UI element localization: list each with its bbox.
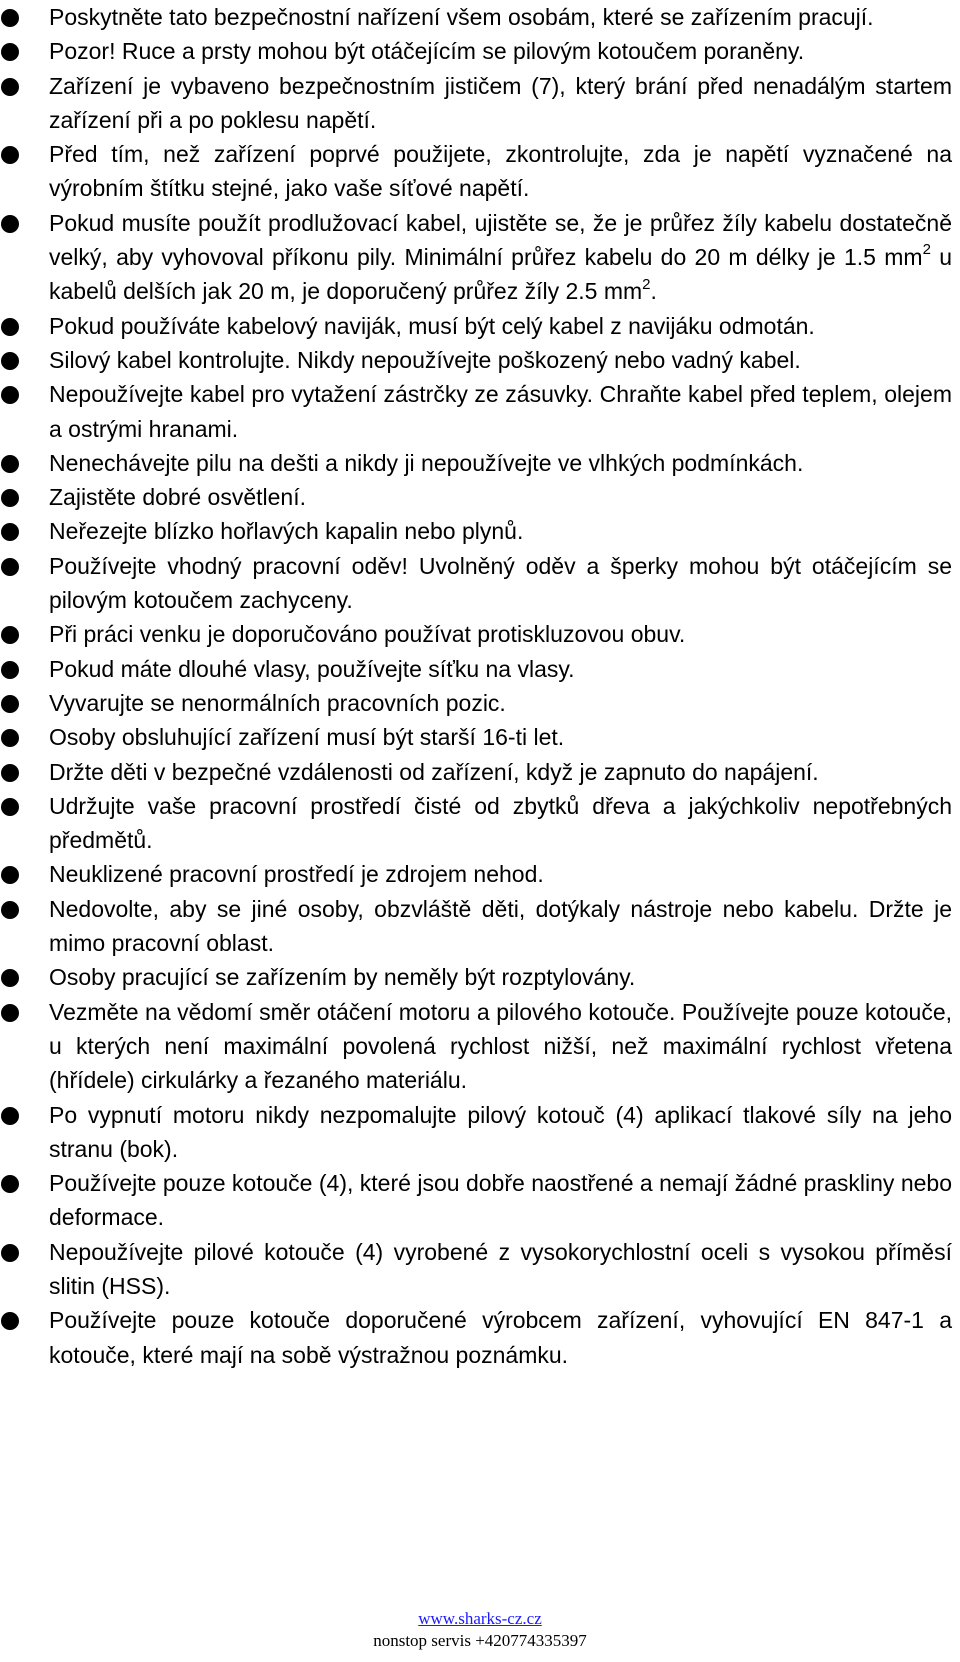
list-item-text: Nenechávejte pilu na dešti a nikdy ji nepoužívejte ve vlhkých podmínkách. — [49, 449, 804, 476]
list-item-text: Držte děti v bezpečné vzdálenosti od zařízení, když je zapnuto do napájení. — [49, 758, 819, 785]
list-item-text: Nepoužívejte pilové kotouče (4) vyrobené z vysokorychlostní oceli s vysokou příměsí slitin (HSS). — [49, 1238, 952, 1299]
bullet-icon — [1, 352, 19, 370]
website-link[interactable]: www.sharks-cz.cz — [418, 1609, 542, 1628]
bullet-icon — [1, 386, 19, 404]
bullet-icon — [1, 558, 19, 576]
list-item — [0, 343, 960, 377]
list-item-text — [49, 210, 952, 305]
list-item — [0, 480, 960, 514]
list-item-text: Silový kabel kontrolujte. Nikdy nepoužívejte poškozený nebo vadný kabel. — [49, 346, 801, 373]
list-item-text: Osoby obsluhující zařízení musí být starší 16-ti let. — [49, 724, 565, 751]
list-item-text: Před tím, než zařízení poprvé použijete, zkontrolujte, zda je napětí vyznačené na výrobním štítku stejné, jako vaše síťové napětí. — [49, 141, 952, 202]
list-item-text: Pokud máte dlouhé vlasy, používejte síťku na vlasy. — [49, 655, 575, 682]
list-item-text: Osoby pracující se zařízením by neměly být rozptylovány. — [49, 964, 636, 991]
bullet-icon — [1, 215, 19, 233]
bullet-icon — [1, 798, 19, 816]
list-item — [0, 857, 960, 891]
bullet-icon — [1, 455, 19, 473]
bullet-icon — [1, 523, 19, 541]
list-item — [0, 549, 960, 618]
list-item — [0, 995, 960, 1098]
list-item — [0, 34, 960, 68]
bullet-icon — [1, 1244, 19, 1262]
list-item — [0, 892, 960, 961]
bullet-icon — [1, 969, 19, 987]
bullet-icon — [1, 866, 19, 884]
list-item — [0, 206, 960, 309]
list-item — [0, 960, 960, 994]
service-phone: nonstop servis +420774335397 — [373, 1631, 587, 1650]
list-item — [0, 1098, 960, 1167]
list-item — [0, 69, 960, 138]
bullet-icon — [1, 9, 19, 27]
bullet-icon — [1, 764, 19, 782]
list-item-text: Při práci venku je doporučováno používat protiskluzovou obuv. — [49, 621, 686, 648]
list-item-text: Nedovolte, aby se jiné osoby, obzvláště děti, dotýkaly nástroje nebo kabelu. Držte je mimo pracovní oblast. — [49, 895, 952, 957]
bullet-icon — [1, 1175, 19, 1193]
bullet-icon — [1, 78, 19, 96]
bullet-icon — [1, 489, 19, 507]
list-item — [0, 686, 960, 720]
list-item-text: Zajistěte dobré osvětlení. — [49, 484, 306, 511]
bullet-icon — [1, 661, 19, 679]
list-item-text: Zařízení je vybaveno bezpečnostním jističem (7), který brání před nenadálým startem zařízení při a po poklesu napětí. — [49, 72, 952, 133]
bullet-icon — [1, 729, 19, 747]
list-item — [0, 720, 960, 754]
list-item-text: Udržujte vaše pracovní prostředí čisté od zbytků dřeva a jakýchkoliv nepotřebných předmětů. — [49, 792, 952, 854]
list-item-text: Vezměte na vědomí směr otáčení motoru a pilového kotouče. Používejte pouze kotouče, u kterých není maximální povolená rychlost nižší, než maximální rychlost vřetena (hřídele) cirkulárky a řezaného materiálu. — [49, 998, 952, 1094]
list-item-text: Používejte pouze kotouče (4), které jsou dobře naostřené a nemají žádné praskliny nebo deformace. — [49, 1170, 952, 1231]
list-item — [0, 309, 960, 343]
list-item-text: Vyvarujte se nenormálních pracovních pozic. — [49, 689, 506, 716]
list-item — [0, 377, 960, 446]
list-item — [0, 1166, 960, 1235]
list-item-text: Pozor! Ruce a prsty mohou být otáčejícím se pilovým kotoučem poraněny. — [49, 38, 805, 65]
text-segment: u kabelů delších jak 20 m, je doporučený průřez žíly 2.5 mm — [49, 244, 952, 305]
list-item-text: Neuklizené pracovní prostředí je zdrojem nehod. — [49, 861, 544, 888]
list-item — [0, 446, 960, 480]
list-item — [0, 617, 960, 651]
list-item — [0, 789, 960, 858]
list-item — [0, 1303, 960, 1372]
list-item — [0, 755, 960, 789]
superscript: 2 — [922, 241, 931, 259]
bullet-icon — [1, 146, 19, 164]
list-item — [0, 0, 960, 34]
list-item-text: Nepoužívejte kabel pro vytažení zástrčky ze zásuvky. Chraňte kabel před teplem, olejem a ostrými hranami. — [49, 381, 952, 442]
list-item — [0, 652, 960, 686]
list-item — [0, 1235, 960, 1304]
list-item — [0, 514, 960, 548]
list-item-text: Neřezejte blízko hořlavých kapalin nebo plynů. — [49, 518, 524, 545]
list-item — [0, 137, 960, 206]
text-segment: Pokud musíte použít prodlužovací kabel, ujistěte se, že je průřez žíly kabelu dostatečně velký, aby vyhovoval příkonu pily. Minimální průřez kabelu do 20 m délky je 1.5 mm — [49, 209, 952, 271]
superscript: 2 — [642, 275, 651, 293]
bullet-icon — [1, 1312, 19, 1330]
bullet-icon — [1, 1107, 19, 1125]
list-item-text: Používejte vhodný pracovní oděv! Uvolněný oděv a šperky mohou být otáčejícím se pilovým kotoučem zachyceny. — [49, 552, 952, 614]
bullet-icon — [1, 626, 19, 644]
text-segment: . — [650, 278, 657, 305]
list-item-text: Po vypnutí motoru nikdy nezpomalujte pilový kotouč (4) aplikací tlakové síly na jeho stranu (bok). — [49, 1101, 952, 1162]
bullet-icon — [1, 695, 19, 713]
bullet-icon — [1, 901, 19, 919]
bullet-icon — [1, 318, 19, 336]
bullet-icon — [1, 43, 19, 61]
list-item-text: Poskytněte tato bezpečnostní nařízení všem osobám, které se zařízením pracují. — [49, 4, 874, 30]
bullet-icon — [1, 1004, 19, 1022]
list-item-text: Pokud používáte kabelový naviják, musí být celý kabel z navijáku odmotán. — [49, 312, 815, 339]
list-item-text: Používejte pouze kotouče doporučené výrobcem zařízení, vyhovující EN 847-1 a kotouče, které mají na sobě výstražnou poznámku. — [49, 1307, 952, 1368]
